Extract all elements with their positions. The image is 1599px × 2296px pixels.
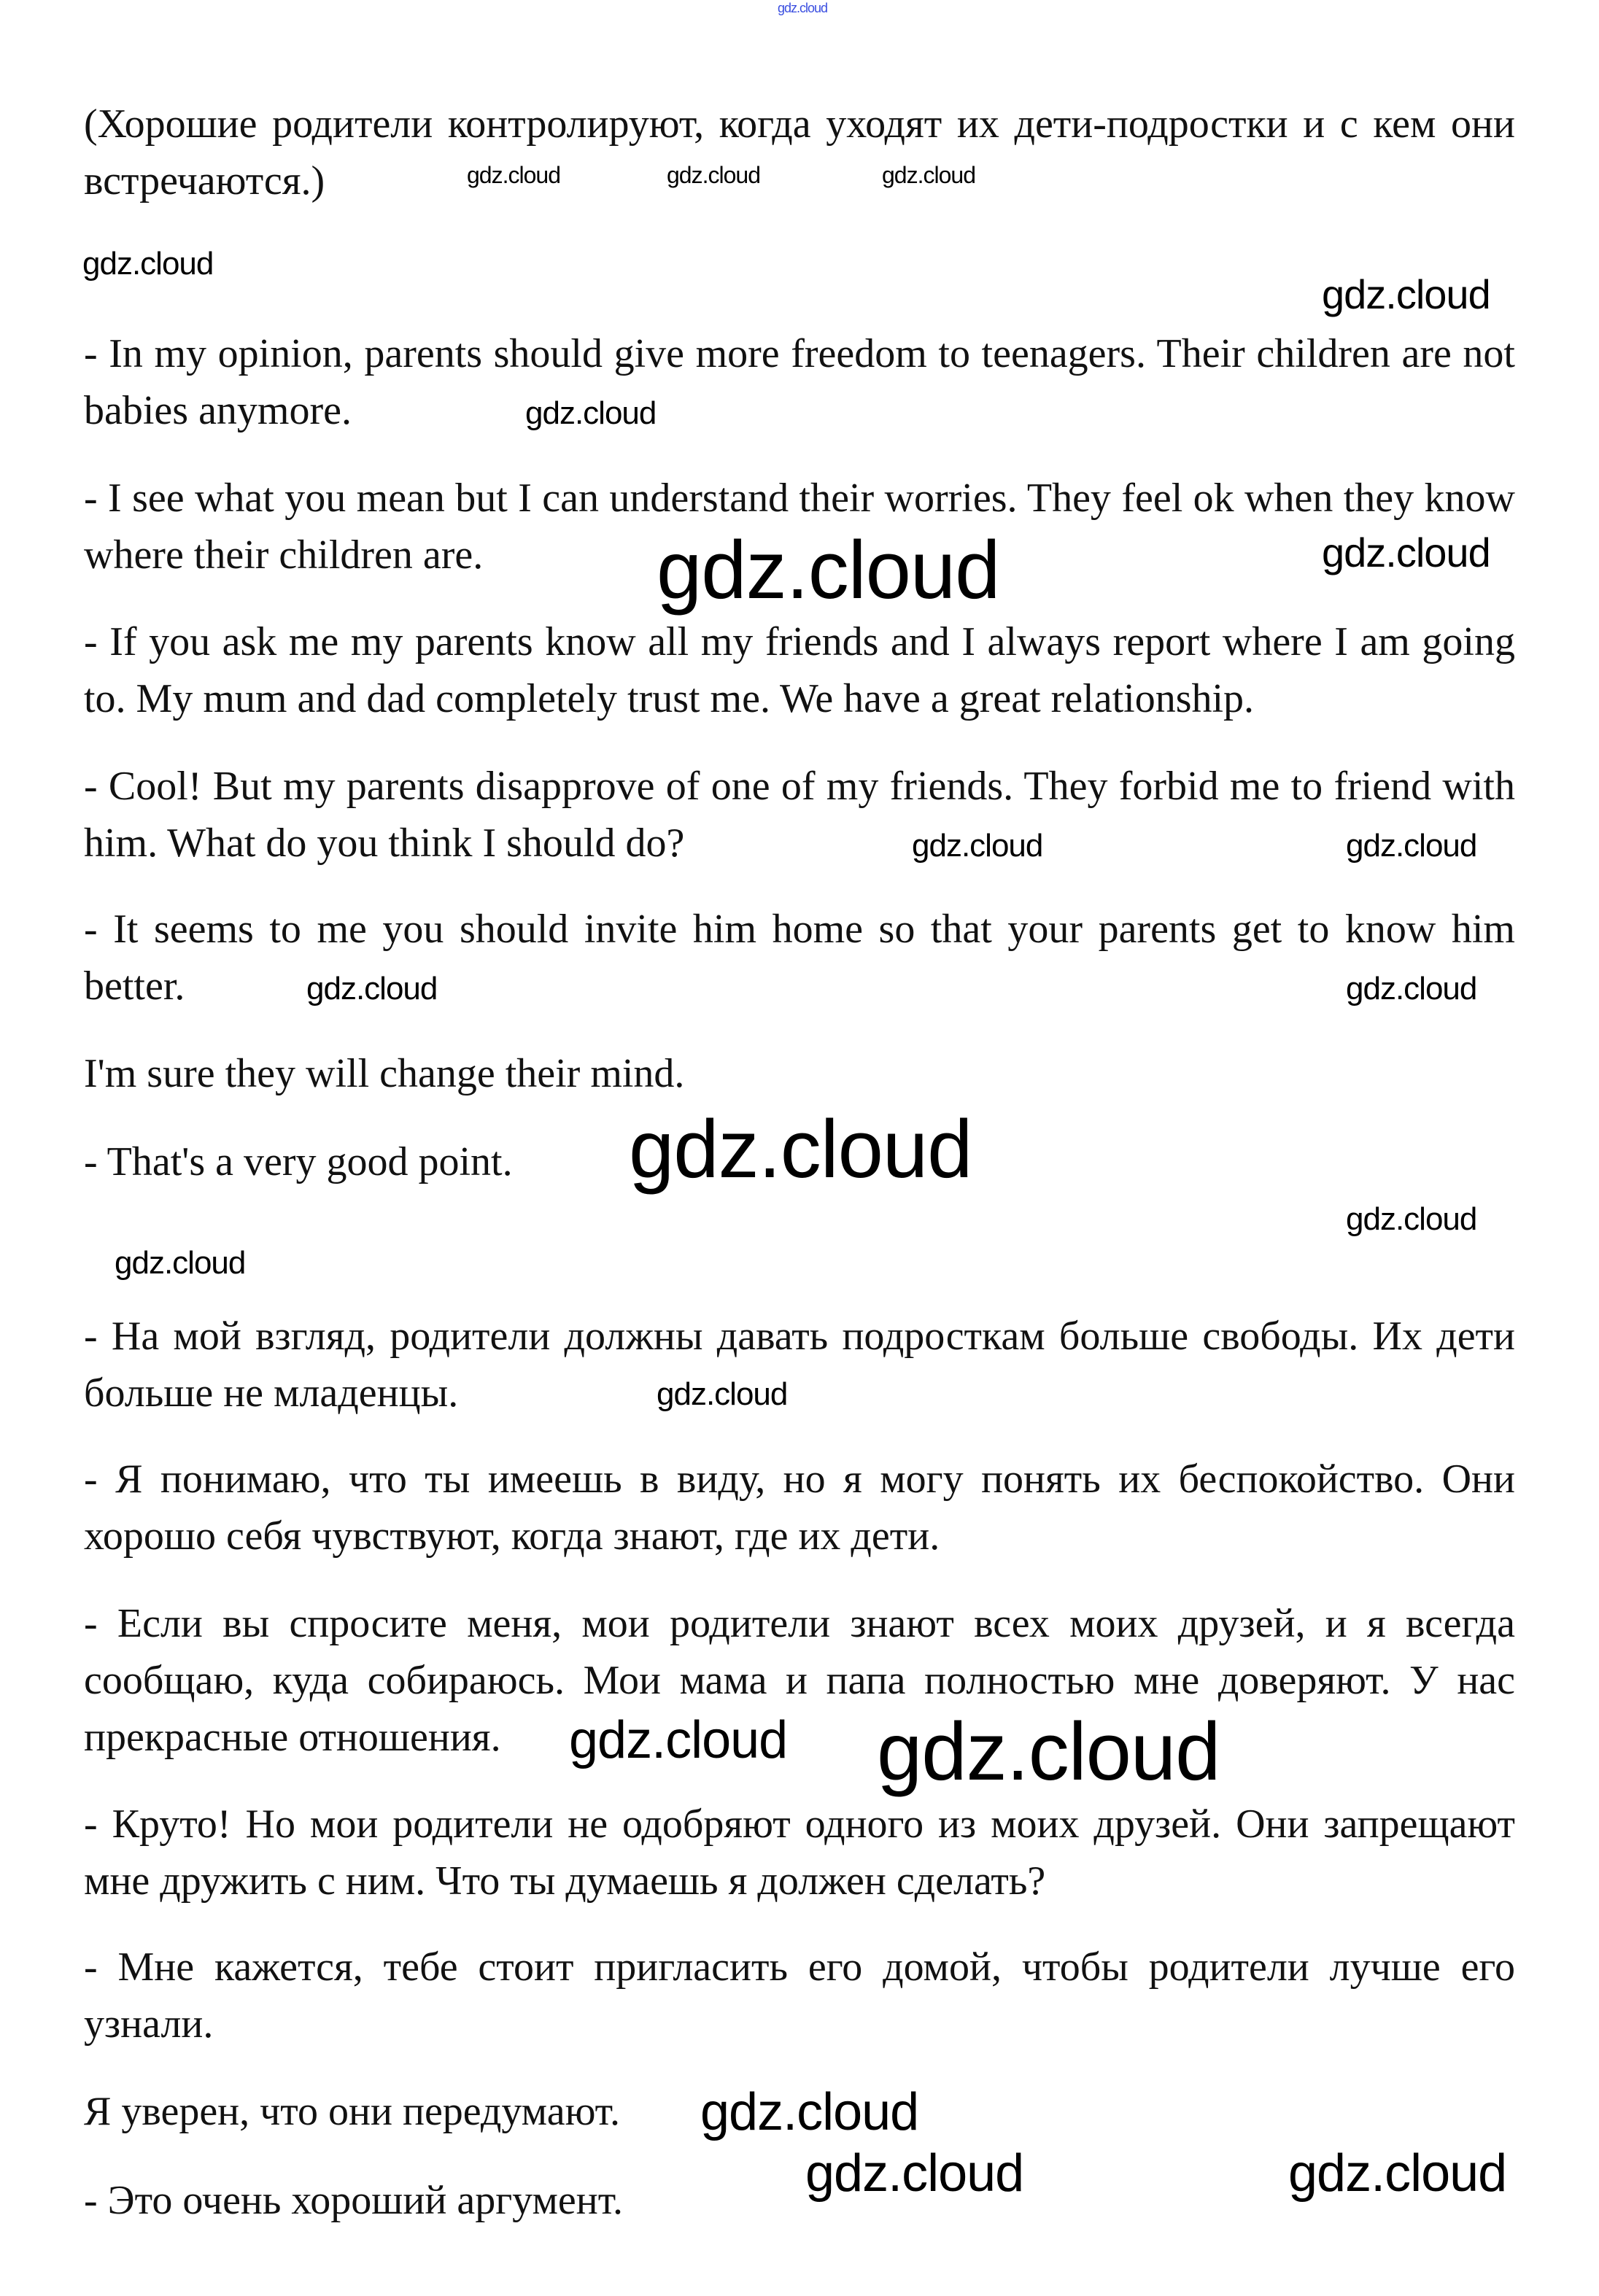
- watermark: gdz.cloud: [667, 162, 760, 188]
- paragraph: - Мне кажется, тебе стоит пригласить его домой, чтобы родители лучше его узнали.: [84, 1944, 1515, 2047]
- watermark: gdz.cloud: [82, 246, 214, 282]
- watermark: gdz.cloud: [700, 2083, 919, 2141]
- watermark: gdz.cloud: [569, 1711, 788, 1769]
- watermark: gdz.cloud: [629, 1104, 972, 1195]
- paragraph: (Хорошие родители контролируют, когда уходят их дети-подростки и с кем они встречаются.): [84, 101, 1515, 203]
- watermark: gdz.cloud: [525, 395, 657, 431]
- paragraph: - Если вы спросите меня, мои родители знают всех моих друзей, и я всегда сообщаю, куда собираюсь. Мои мама и папа полностью мне доверяют. У нас прекрасные отношения.: [84, 1601, 1515, 1760]
- paragraph: Я уверен, что они передумают.: [84, 2089, 620, 2134]
- watermark: gdz.cloud: [657, 1376, 788, 1412]
- watermark: gdz.cloud: [1288, 2144, 1507, 2203]
- paragraph: - Круто! Но мои родители не одобряют одного из моих друзей. Они запрещают мне дружить с ним. Что ты думаешь я должен сделать?: [84, 1801, 1515, 1904]
- watermark: gdz.cloud: [1346, 828, 1477, 864]
- watermark: gdz.cloud: [657, 524, 1000, 616]
- watermark: gdz.cloud: [115, 1245, 246, 1281]
- watermark: gdz.cloud: [306, 971, 438, 1007]
- watermark: gdz.cloud: [877, 1706, 1220, 1797]
- watermark: gdz.cloud: [1322, 271, 1490, 317]
- watermark: gdz.cloud: [1322, 530, 1490, 575]
- paragraph: - It seems to me you should invite him home so that your parents get to know him better.: [84, 907, 1515, 1009]
- watermark: gdz.cloud: [912, 828, 1043, 864]
- paragraph: - I see what you mean but I can understand their worries. They feel ok when they know where their children are.: [84, 476, 1515, 578]
- paragraph: - Я понимаю, что ты имеешь в виду, но я могу понять их беспокойство. Они хорошо себя чувствуют, когда знают, где их дети.: [84, 1457, 1515, 1559]
- watermark: gdz.cloud: [778, 1, 828, 15]
- paragraph: - Это очень хороший аргумент.: [84, 2178, 623, 2223]
- paragraph: I'm sure they will change their mind.: [84, 1051, 685, 1096]
- paragraph: - If you ask me my parents know all my friends and I always report where I am going to. My mum and dad completely trust me. We have a great relationship.: [84, 619, 1515, 721]
- watermark: gdz.cloud: [805, 2144, 1024, 2203]
- watermark: gdz.cloud: [1346, 1201, 1477, 1237]
- watermark: gdz.cloud: [467, 162, 560, 188]
- paragraph: - In my opinion, parents should give more freedom to teenagers. Their children are not babies anymore.: [84, 331, 1515, 433]
- paragraph: - На мой взгляд, родители должны давать подросткам больше свободы. Их дети больше не младенцы.: [84, 1314, 1515, 1416]
- paragraph: - Cool! But my parents disapprove of one of my friends. They forbid me to friend with him. What do you think I should do?: [84, 764, 1515, 866]
- paragraph: - That's a very good point.: [84, 1139, 513, 1184]
- watermark: gdz.cloud: [882, 162, 975, 188]
- watermark: gdz.cloud: [1346, 971, 1477, 1007]
